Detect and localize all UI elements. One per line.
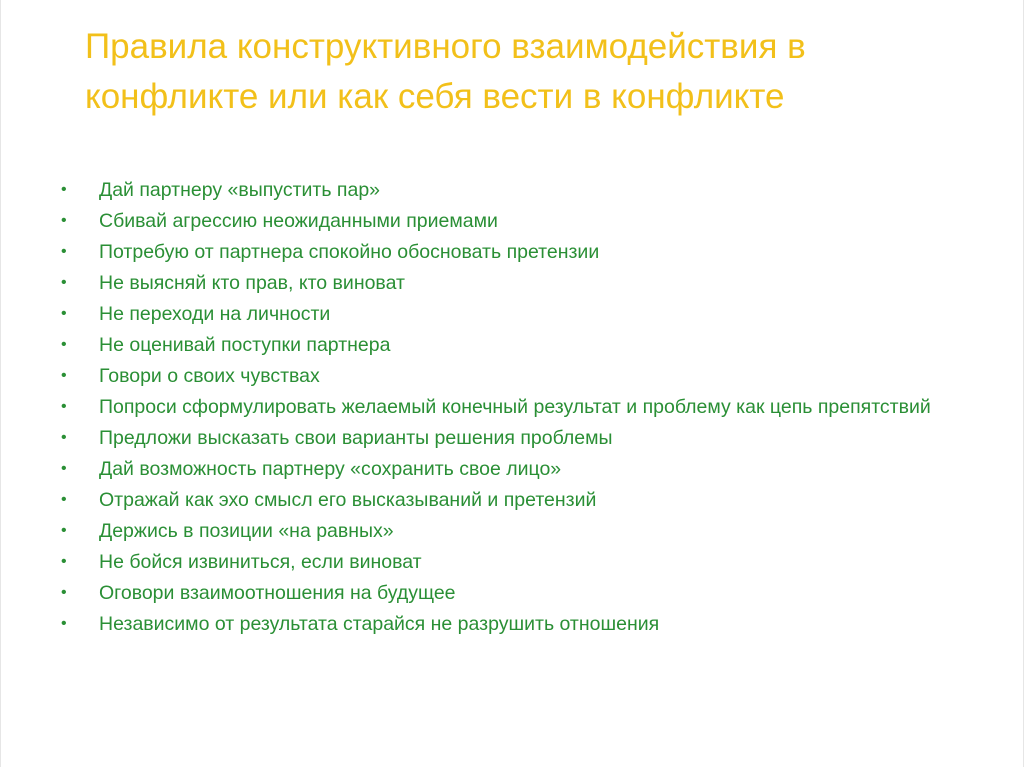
list-item-text: Не бойся извиниться, если виноват	[99, 551, 422, 573]
bullet-icon: •	[61, 429, 67, 446]
list-item	[61, 519, 981, 543]
list-item	[61, 426, 981, 450]
list-item-text: Дай возможность партнеру «сохранить свое лицо»	[99, 458, 562, 480]
list-item-text: Держись в позиции «на равных»	[99, 520, 394, 542]
bullet-icon: •	[61, 615, 67, 632]
list-item	[61, 550, 981, 574]
bullet-icon: •	[61, 305, 67, 322]
bullet-icon: •	[61, 181, 67, 198]
list-item-text: Говори о своих чувствах	[99, 365, 320, 387]
list-item	[61, 209, 981, 233]
list-item-text: Не выясняй кто прав, кто виноват	[99, 272, 405, 294]
list-item	[61, 364, 981, 388]
bullet-list	[61, 178, 981, 643]
list-item-text: Дай партнеру «выпустить пар»	[99, 179, 381, 201]
bullet-icon: •	[61, 212, 67, 229]
list-item-text: Сбивай агрессию неожиданными приемами	[99, 210, 498, 232]
list-item-text: Попроси сформулировать желаемый конечный результат и проблему как цепь препятствий	[99, 396, 931, 418]
list-item-text: Отражай как эхо смысл его высказываний и претензий	[99, 489, 597, 511]
list-item	[61, 302, 981, 326]
list-item-text: Потребую от партнера спокойно обосновать претензии	[99, 241, 600, 263]
list-item	[61, 271, 981, 295]
list-item	[61, 178, 981, 202]
bullet-icon: •	[61, 398, 67, 415]
bullet-icon: •	[61, 336, 67, 353]
list-item-text: Оговори взаимоотношения на будущее	[99, 582, 456, 604]
list-item-text: Независимо от результата старайся не разрушить отношения	[99, 613, 660, 635]
list-item	[61, 612, 981, 636]
list-item	[61, 395, 981, 419]
list-item	[61, 240, 981, 264]
bullet-icon: •	[61, 460, 67, 477]
list-item	[61, 488, 981, 512]
list-item-text: Не оценивай поступки партнера	[99, 334, 391, 356]
list-item	[61, 581, 981, 605]
bullet-icon: •	[61, 367, 67, 384]
bullet-icon: •	[61, 491, 67, 508]
list-item	[61, 333, 981, 357]
bullet-icon: •	[61, 274, 67, 291]
bullet-icon: •	[61, 243, 67, 260]
list-item-text: Не переходи на личности	[99, 303, 331, 325]
bullet-icon: •	[61, 553, 67, 570]
bullet-icon: •	[61, 522, 67, 539]
bullet-icon: •	[61, 584, 67, 601]
list-item	[61, 457, 981, 481]
list-item-text: Предложи высказать свои варианты решения проблемы	[99, 427, 613, 449]
slide-title: Правила конструктивного взаимодействия в конфликте или как себя вести в конфликте	[85, 27, 806, 116]
